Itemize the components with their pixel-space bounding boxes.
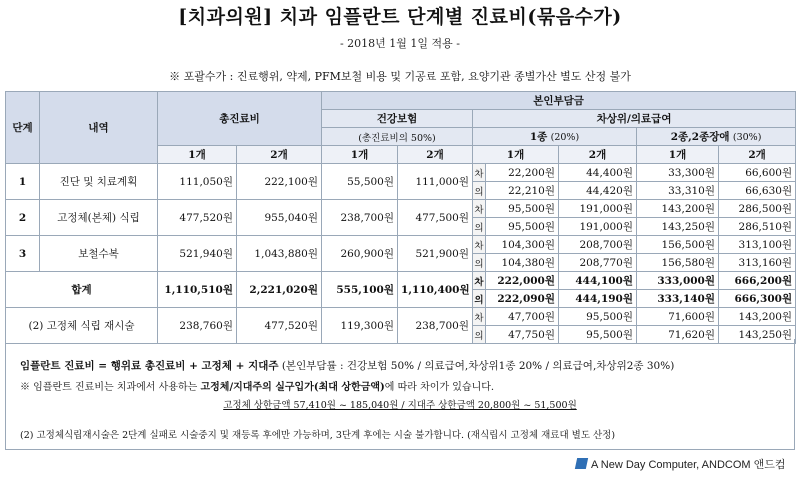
cell: 71,620원: [637, 326, 719, 344]
cell-total-1: 238,760원: [158, 308, 237, 344]
col-type1-2: 2개: [559, 146, 637, 164]
col-ins-2: 2개: [398, 146, 473, 164]
total-row: [6, 272, 796, 290]
cell: 104,380원: [486, 254, 559, 272]
tag-ui: 의: [473, 182, 486, 200]
table-row: [6, 236, 796, 254]
cell-total-2: 222,100원: [237, 164, 322, 200]
cell: 95,500원: [486, 218, 559, 236]
cell: 71,600원: [637, 308, 719, 326]
cell-total-1: 521,940원: [158, 236, 237, 272]
table-row: [6, 164, 796, 182]
cell: 143,250원: [637, 218, 719, 236]
total-h2: 1,110,400원: [398, 272, 473, 308]
total-t1: 1,110,510원: [158, 272, 237, 308]
total-h1: 555,100원: [322, 272, 398, 308]
company-logo: A New Day Computer, ANDCOM 앤드컴: [576, 456, 785, 472]
cell: 333,140원: [637, 290, 719, 308]
cell: 444,190원: [559, 290, 637, 308]
cell: 286,500원: [719, 200, 796, 218]
col-ins-1: 1개: [322, 146, 398, 164]
cell: 156,500원: [637, 236, 719, 254]
cell: 47,750원: [486, 326, 559, 344]
tag-ui: 의: [473, 254, 486, 272]
cell: 222,000원: [486, 272, 559, 290]
cell: 33,300원: [637, 164, 719, 182]
col-type2-2: 2개: [719, 146, 796, 164]
col-type2-1: 1개: [637, 146, 719, 164]
cell: 143,200원: [637, 200, 719, 218]
page-title: [치과의원] 치과 임플란트 단계별 진료비(묶음수가): [178, 6, 622, 28]
row-step: 3: [6, 236, 40, 272]
cell: 208,700원: [559, 236, 637, 254]
cell: 222,090원: [486, 290, 559, 308]
cell: 22,210원: [486, 182, 559, 200]
tag-ui: 의: [473, 218, 486, 236]
tag-cha: 차: [473, 236, 486, 254]
header-insurance: 건강보험: [322, 110, 473, 128]
tag-ui: 의: [473, 290, 486, 308]
upper-limit-note: 고정체 상한금액 57,410원 ~ 185,040원 / 지대주 상한금액 20,800원 ~ 51,500원: [223, 400, 577, 411]
col-total-1: 1개: [158, 146, 237, 164]
reimplant-note: (2) 고정체식립재시술은 2단계 실패로 시술중지 및 재등록 후에만 가능하며, 3단계 후에는 시술 불가합니다. (재식립시 고정체 재료대 별도 산정): [20, 430, 616, 441]
cell: 313,160원: [719, 254, 796, 272]
col-type1-1: 1개: [473, 146, 559, 164]
cell: 444,100원: [559, 272, 637, 290]
row-name: 진단 및 치료계획: [40, 164, 158, 200]
cell: 191,000원: [559, 218, 637, 236]
cell: 191,000원: [559, 200, 637, 218]
tag-cha: 차: [473, 200, 486, 218]
cell: 44,400원: [559, 164, 637, 182]
bundle-note: ※ 포괄수가 : 진료행위, 약제, PFM보철 비용 및 기공료 포함, 요양기관 종별가산 별도 산정 불가: [169, 70, 631, 83]
cell-total-1: 477,520원: [158, 200, 237, 236]
cell: 33,310원: [637, 182, 719, 200]
table-row: [6, 200, 796, 218]
header-type2: 2종,2종장애 (30%): [637, 128, 796, 146]
reimplant-name: (2) 고정체 식립 재시술: [6, 308, 158, 344]
cell-total-2: 1,043,880원: [237, 236, 322, 272]
cell: 156,580원: [637, 254, 719, 272]
cell-total-1: 111,050원: [158, 164, 237, 200]
cell: 333,000원: [637, 272, 719, 290]
tag-cha: 차: [473, 272, 486, 290]
cell: 666,200원: [719, 272, 796, 290]
cell-ins-2: 111,000원: [398, 164, 473, 200]
row-name: 고정체(본체) 식립: [40, 200, 158, 236]
header-insurance-note: (총진료비의 50%): [322, 128, 473, 146]
cell: 143,250원: [719, 326, 796, 344]
cell-total-2: 477,520원: [237, 308, 322, 344]
table-row: [6, 308, 796, 326]
cell-ins-1: 119,300원: [322, 308, 398, 344]
tag-cha: 차: [473, 308, 486, 326]
header-low-income: 차상위/의료급여: [473, 110, 796, 128]
cell-ins-1: 260,900원: [322, 236, 398, 272]
cell: 44,420원: [559, 182, 637, 200]
price-note: ※ 임플란트 진료비는 치과에서 사용하는 고정체/지대주의 실구입가(최대 상한금액)에 따라 차이가 있습니다.: [20, 382, 495, 393]
total-t2: 2,221,020원: [237, 272, 322, 308]
cell: 66,600원: [719, 164, 796, 182]
fee-table: [5, 91, 796, 344]
col-total-2: 2개: [237, 146, 322, 164]
cell: 47,700원: [486, 308, 559, 326]
cell: 22,200원: [486, 164, 559, 182]
cell-total-2: 955,040원: [237, 200, 322, 236]
effective-date: - 2018년 1월 1일 적용 -: [339, 37, 461, 50]
header-type1: 1종 (20%): [473, 128, 637, 146]
cell-ins-1: 55,500원: [322, 164, 398, 200]
cell: 104,300원: [486, 236, 559, 254]
formula-line: 임플란트 진료비 = 행위료 총진료비 + 고정체 + 지대주 (본인부담률 : 건강보험 50% / 의료급여,차상위1종 20% / 의료급여,차상위2종 30%): [20, 360, 675, 372]
cell-ins-2: 477,500원: [398, 200, 473, 236]
cell: 66,630원: [719, 182, 796, 200]
footer-notes: [5, 339, 795, 450]
tag-ui: 의: [473, 326, 486, 344]
cell: 95,500원: [486, 200, 559, 218]
cell-ins-2: 238,700원: [398, 308, 473, 344]
cell: 95,500원: [559, 308, 637, 326]
andcom-logo-icon: [575, 458, 588, 469]
cell: 208,770원: [559, 254, 637, 272]
cell-ins-2: 521,900원: [398, 236, 473, 272]
cell: 666,300원: [719, 290, 796, 308]
total-label: 합계: [6, 272, 158, 308]
cell: 286,510원: [719, 218, 796, 236]
cell: 313,100원: [719, 236, 796, 254]
header-total-fee: 총진료비: [158, 92, 322, 146]
row-step: 2: [6, 200, 40, 236]
header-self-pay: 본인부담금: [322, 92, 796, 110]
cell: 143,200원: [719, 308, 796, 326]
row-step: 1: [6, 164, 40, 200]
cell-ins-1: 238,700원: [322, 200, 398, 236]
header-step: 단계: [6, 92, 40, 164]
header-content: 내역: [40, 92, 158, 164]
row-name: 보철수복: [40, 236, 158, 272]
tag-cha: 차: [473, 164, 486, 182]
cell: 95,500원: [559, 326, 637, 344]
